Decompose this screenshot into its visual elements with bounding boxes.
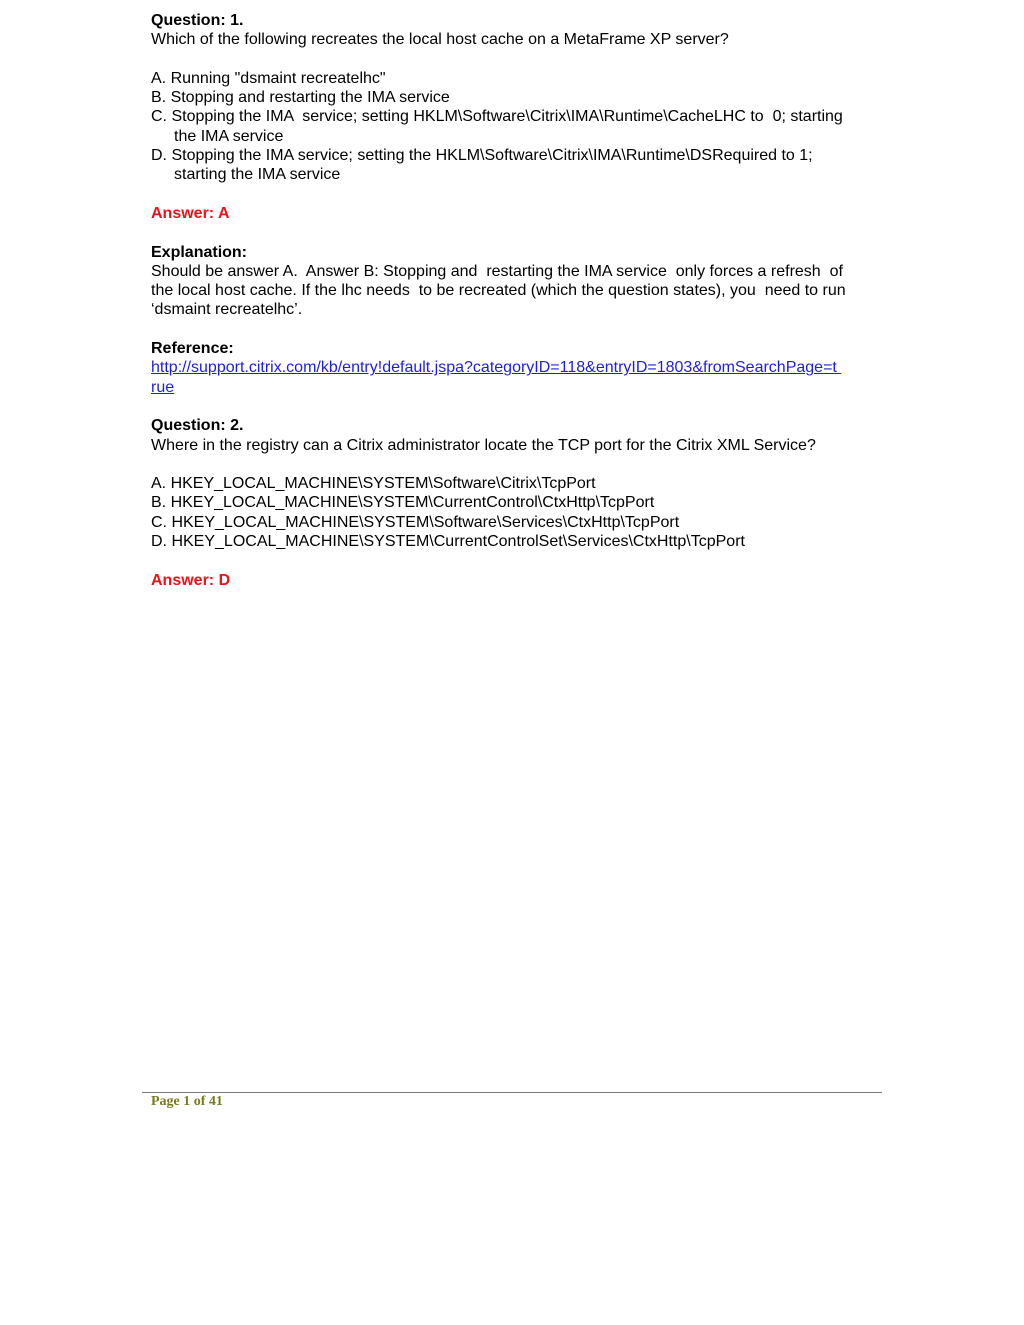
q1-option-d: D. Stopping the IMA service; setting the HKLM\Software\Citrix\IMA\Runtime\DSRequired to 1; — [151, 147, 813, 165]
q2-option-b: B. HKEY_LOCAL_MACHINE\SYSTEM\CurrentControl\CtxHttp\TcpPort — [151, 494, 655, 512]
q1-option-b: B. Stopping and restarting the IMA service — [151, 89, 450, 107]
question-2-heading: Question: 2. — [151, 417, 244, 435]
question-1-text: Which of the following recreates the local host cache on a MetaFrame XP server? — [151, 31, 729, 49]
q1-option-c-cont: the IMA service — [174, 127, 284, 145]
q1-reference-link[interactable]: http://support.citrix.com/kb/entry!default.jspa?categoryID=118&entryID=1803&fromSearchPage=t — [151, 359, 842, 377]
document-body — [151, 11, 846, 590]
q1-explanation-line: ‘dsmaint recreatelhc’. — [151, 301, 303, 319]
q1-explanation-line: the local host cache. If the lhc needs to be recreated (which the question states), you need to run — [151, 282, 846, 300]
q2-option-d: D. HKEY_LOCAL_MACHINE\SYSTEM\CurrentControlSet\Services\CtxHttp\TcpPort — [151, 533, 745, 551]
q1-option-a: A. Running "dsmaint recreatelhc" — [151, 69, 386, 87]
q2-option-a: A. HKEY_LOCAL_MACHINE\SYSTEM\Software\Citrix\TcpPort — [151, 475, 596, 493]
q2-option-c: C. HKEY_LOCAL_MACHINE\SYSTEM\Software\Services\CtxHttp\TcpPort — [151, 513, 680, 531]
q1-option-c: C. Stopping the IMA service; setting HKLM\Software\Citrix\IMA\Runtime\CacheLHC to 0; starting — [151, 108, 843, 126]
q1-explanation-heading: Explanation: — [151, 243, 248, 261]
q1-option-d-cont: starting the IMA service — [174, 166, 341, 184]
footer-divider — [142, 1092, 882, 1093]
page-number: Page 1 of 41 — [151, 1094, 223, 1109]
question-1-heading: Question: 1. — [151, 12, 244, 29]
question-2-text: Where in the registry can a Citrix administrator locate the TCP port for the Citrix XML Service? — [151, 436, 816, 454]
q2-answer: Answer: D — [151, 571, 231, 589]
q1-reference-heading: Reference: — [151, 340, 234, 358]
q1-reference-link-cont[interactable]: rue — [151, 378, 175, 396]
q1-explanation-line: Should be answer A. Answer B: Stopping and restarting the IMA service only forces a refresh of — [151, 262, 843, 280]
q1-answer: Answer: A — [151, 204, 230, 222]
